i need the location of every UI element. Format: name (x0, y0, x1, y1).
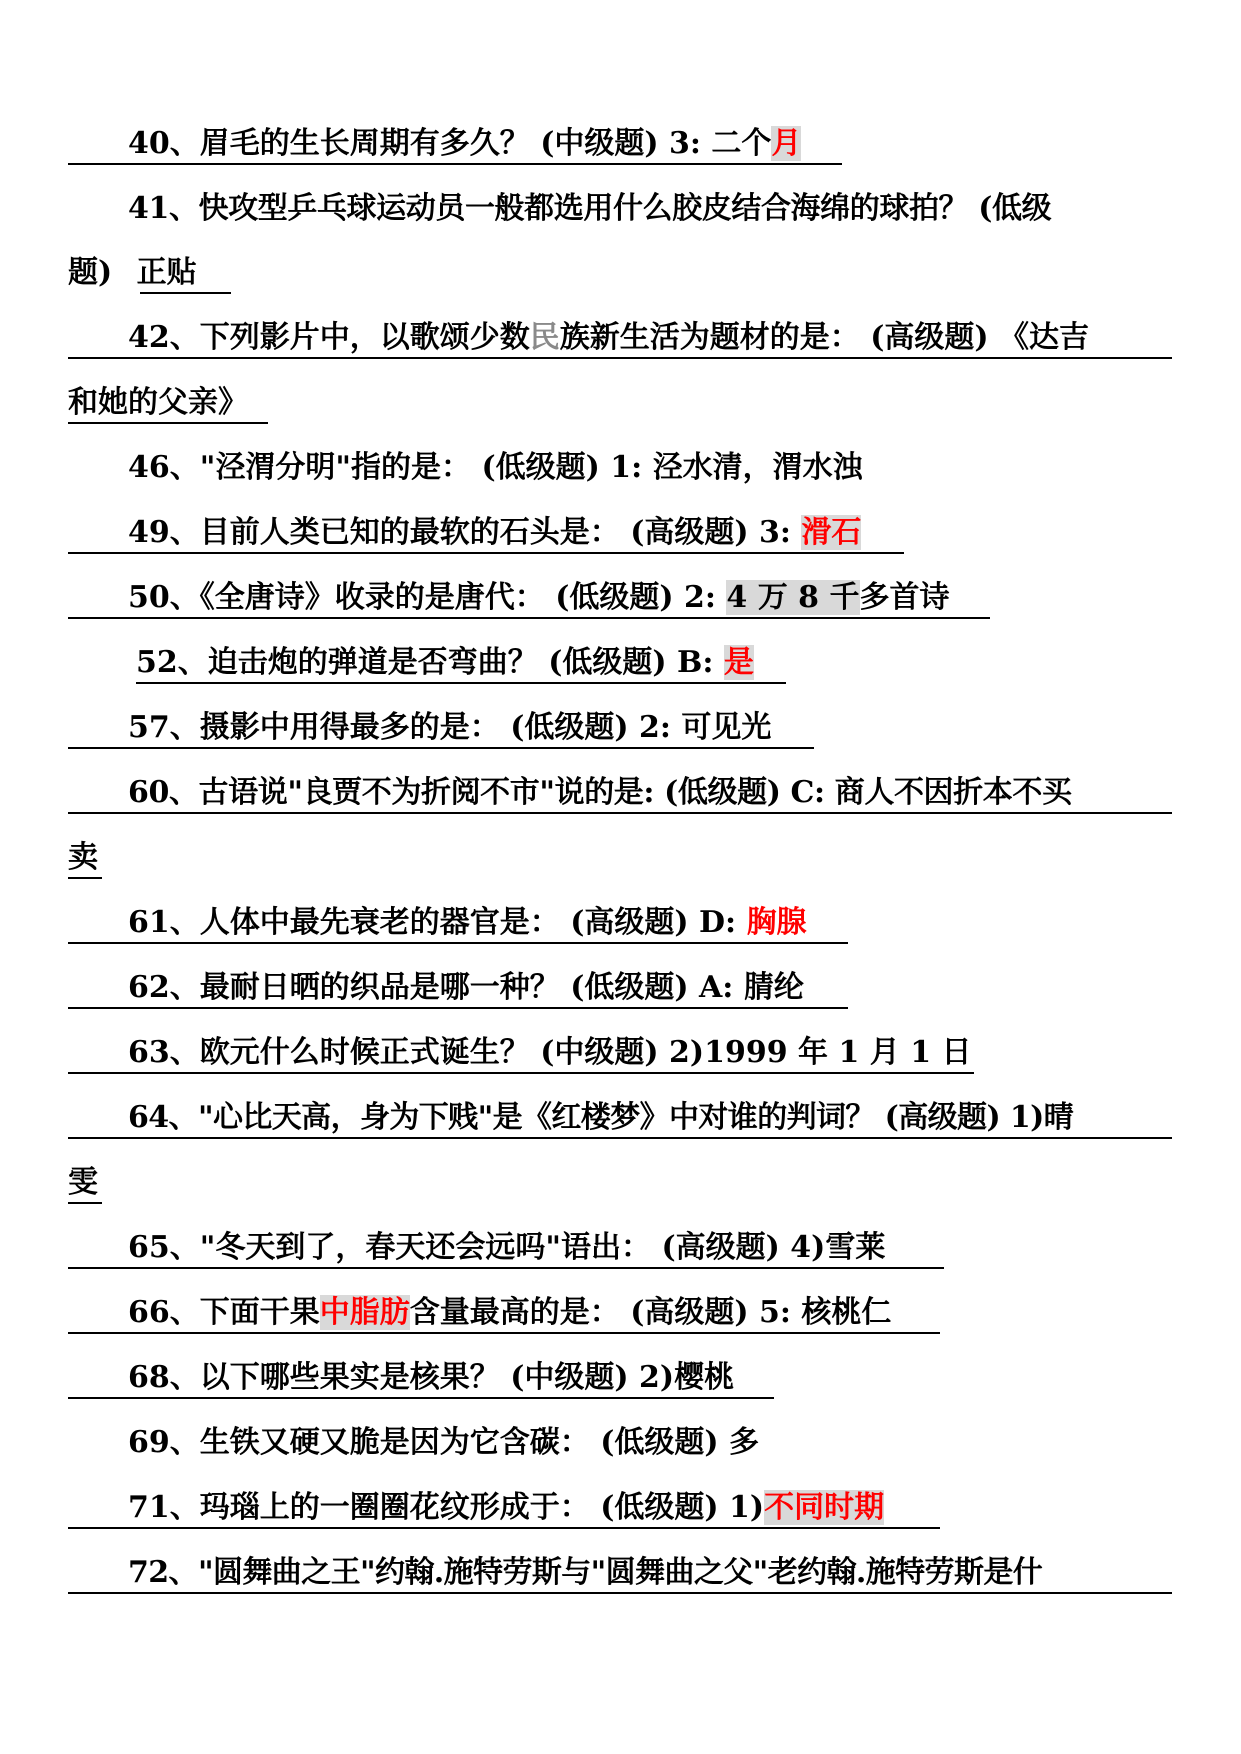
question-text: 42、下列影片中，以歌颂少数民族新生活为题材的是： (高级题) 《达吉 (128, 320, 1090, 355)
question-60-line2 (0, 838, 1241, 878)
question-41-line2 (0, 253, 1241, 293)
question-40 (0, 124, 1241, 164)
question-62 (0, 968, 1241, 1008)
question-text: 和她的父亲》 (68, 385, 248, 420)
question-text: 62、最耐日晒的织品是哪一种？ (低级题) A: 腈纶 (128, 970, 804, 1005)
question-text: 题) 正贴 (68, 255, 197, 290)
question-text: 66、下面干果中脂肪含量最高的是： (高级题) 5: 核桃仁 (128, 1295, 892, 1330)
question-41-line1 (0, 189, 1241, 229)
question-63 (0, 1033, 1241, 1073)
question-text: 40、眉毛的生长周期有多久？ (中级题) 3: 二个月 (128, 126, 802, 161)
question-text: 61、人体中最先衰老的器官是： (高级题) D: 胸腺 (128, 905, 807, 940)
question-61 (0, 903, 1241, 943)
question-text: 雯 (68, 1165, 98, 1200)
question-42-line1 (0, 318, 1241, 358)
answer-highlight: 不同时期 (764, 1490, 885, 1525)
question-text: 50、《全唐诗》收录的是唐代： (低级题) 2: 4 万 8 千多首诗 (128, 580, 950, 615)
question-text: 71、玛瑙上的一圈圈花纹形成于： (低级题) 1)不同时期 (128, 1490, 885, 1525)
question-64-line1 (0, 1098, 1241, 1138)
question-65 (0, 1228, 1241, 1268)
question-52 (0, 643, 1241, 683)
answer-highlight: 是 (723, 645, 754, 680)
answer-highlight: 4 万 8 千 (726, 580, 860, 615)
answer-highlight: 月 (771, 126, 802, 161)
question-68 (0, 1358, 1241, 1398)
question-text: 57、摄影中用得最多的是： (低级题) 2: 可见光 (128, 710, 772, 745)
answer-highlight: 滑石 (801, 515, 862, 550)
question-60-line1 (0, 773, 1241, 813)
question-text: 63、欧元什么时候正式诞生？ (中级题) 2)1999 年 1 月 1 日 (128, 1035, 972, 1070)
question-64-line2 (0, 1163, 1241, 1203)
question-text: 41、快攻型乒乓球运动员一般都选用什么胶皮结合海绵的球拍？ (低级 (128, 191, 1052, 226)
question-66 (0, 1293, 1241, 1333)
question-49 (0, 513, 1241, 553)
question-69 (0, 1423, 1241, 1463)
question-text: 52、迫击炮的弹道是否弯曲？ (低级题) B: 是 (136, 645, 754, 680)
question-text: 卖 (68, 840, 98, 875)
question-text: 68、以下哪些果实是核果？ (中级题) 2)樱桃 (128, 1360, 735, 1395)
question-72 (0, 1553, 1241, 1593)
question-71 (0, 1488, 1241, 1528)
question-text: 64、"心比天高，身为下贱"是《红楼梦》中对谁的判词？ (高级题) 1)晴 (128, 1100, 1074, 1135)
question-50 (0, 578, 1241, 618)
question-57 (0, 708, 1241, 748)
answer-highlight: 胸腺 (746, 905, 807, 940)
question-42-line2 (0, 383, 1241, 423)
question-46 (0, 448, 1241, 488)
question-text: 69、生铁又硬又脆是因为它含碳： (低级题) 多 (128, 1425, 760, 1460)
question-text: 65、"冬天到了，春天还会远吗"语出： (高级题) 4)雪莱 (128, 1230, 886, 1265)
answer-highlight: 中脂肪 (319, 1295, 410, 1330)
answer-text: 正贴 (136, 255, 197, 290)
question-text: 49、目前人类已知的最软的石头是： (高级题) 3: 滑石 (128, 515, 862, 550)
question-text: 60、古语说"良贾不为折阅不市"说的是: (低级题) C: 商人不因折本不买 (128, 775, 1072, 810)
question-text: 46、"泾渭分明"指的是： (低级题) 1: 泾水清，渭水浊 (128, 450, 863, 485)
question-text: 72、"圆舞曲之王"约翰.施特劳斯与"圆舞曲之父"老约翰.施特劳斯是什 (128, 1555, 1043, 1590)
